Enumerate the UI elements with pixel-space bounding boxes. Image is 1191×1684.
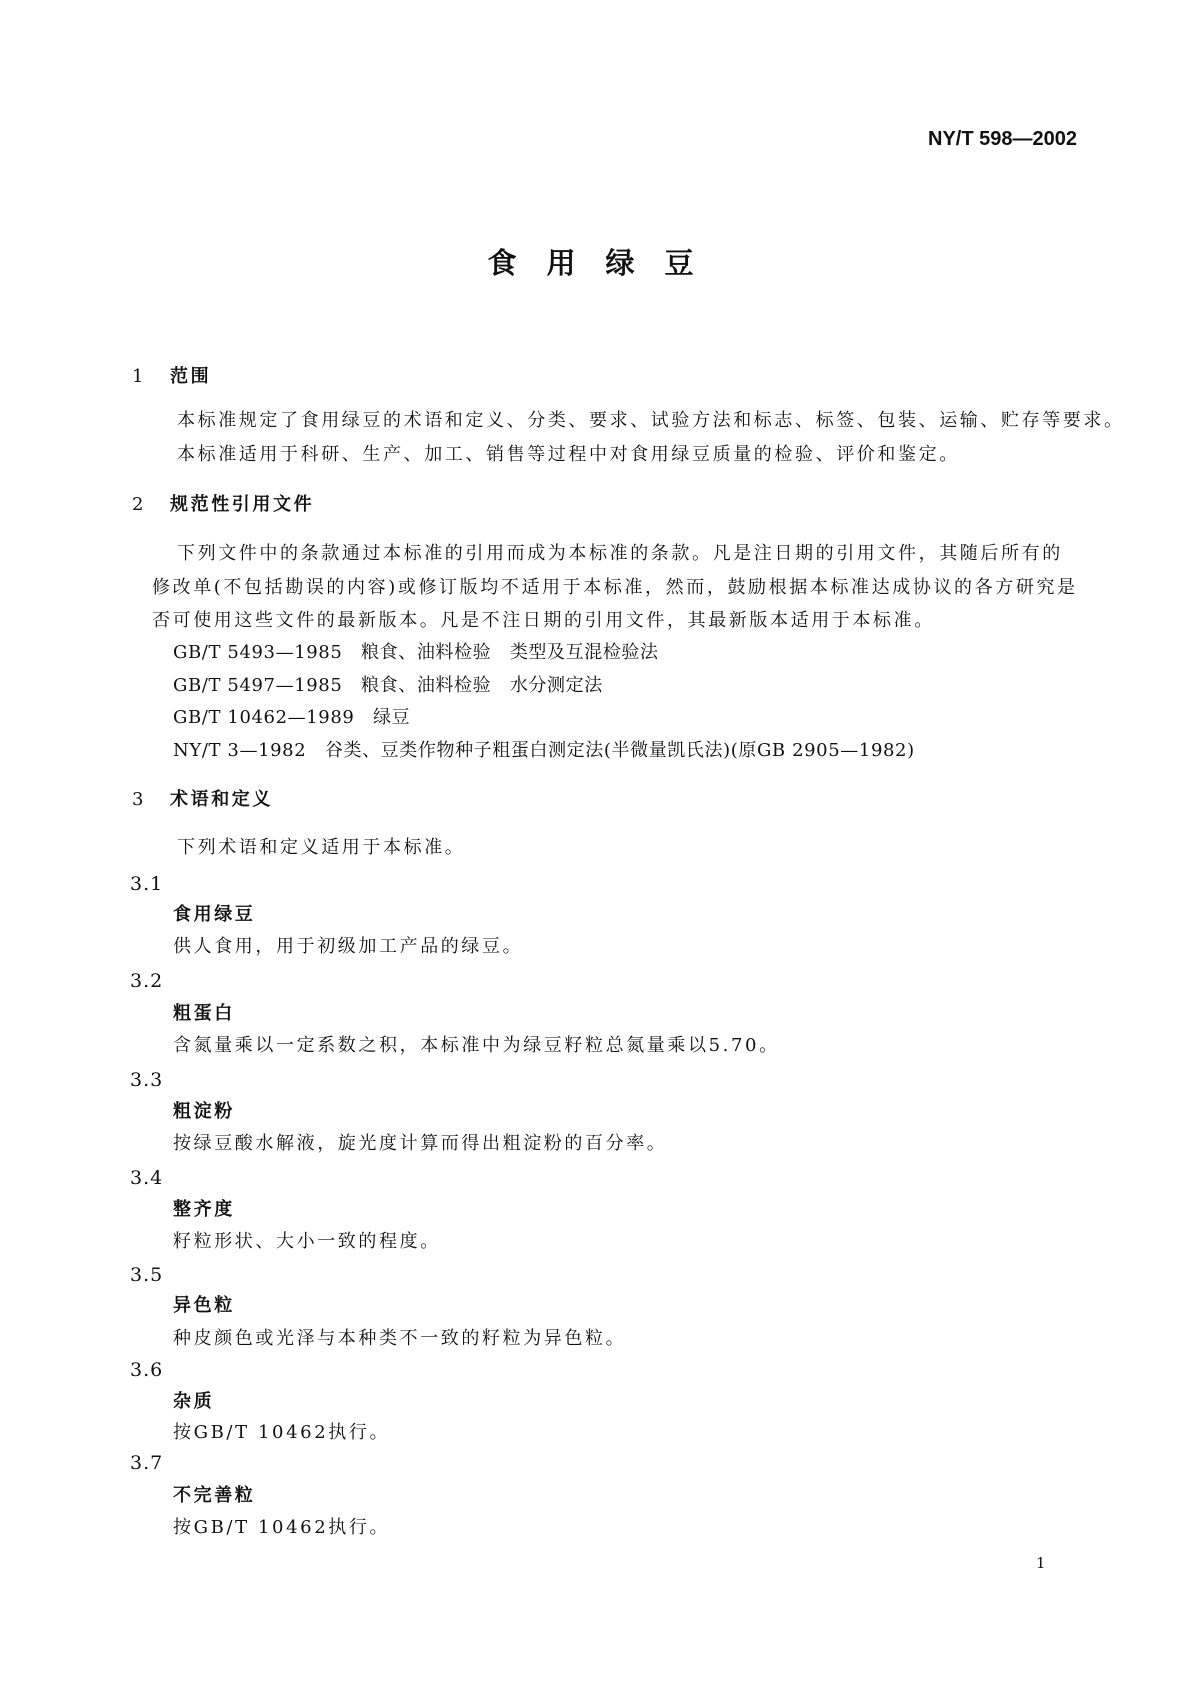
- term: 粗淀粉: [173, 1101, 235, 1122]
- section-2-title: 规范性引用文件: [170, 494, 315, 515]
- term: 粗蛋白: [173, 1003, 235, 1024]
- section-3-title: 术语和定义: [170, 789, 273, 810]
- standard-code: NY/T 598—2002: [928, 128, 1077, 150]
- reference-item: GB/T 5493—1985 粮食、油料检验 类型及互混检验法: [173, 642, 659, 663]
- clause-number: 3.4: [130, 1167, 164, 1189]
- definition: 按GB/T 10462执行。: [173, 1422, 391, 1443]
- term: 食用绿豆: [173, 904, 256, 925]
- clause-number: 3.6: [130, 1359, 164, 1381]
- section-3-number: 3: [132, 789, 147, 810]
- paragraph-line: 否可使用这些文件的最新版本。凡是不注日期的引用文件，其最新版本适用于本标准。: [152, 610, 935, 631]
- term: 不完善粒: [173, 1485, 256, 1506]
- paragraph-line: 修改单(不包括勘误的内容)或修订版均不适用于本标准，然而，鼓励根据本标准达成协议的各方研究是: [152, 577, 1078, 598]
- section-1-number: 1: [132, 366, 147, 387]
- section-1-title: 范围: [170, 366, 212, 387]
- paragraph-line: 下列文件中的条款通过本标准的引用而成为本标准的条款。凡是注日期的引用文件，其随后所有的: [177, 543, 1063, 564]
- reference-item: GB/T 10462—1989 绿豆: [173, 707, 411, 728]
- reference-item: GB/T 5497—1985 粮食、油料检验 水分测定法: [173, 675, 603, 696]
- term: 异色粒: [173, 1295, 235, 1316]
- term: 整齐度: [173, 1199, 235, 1220]
- document-title: 食用绿豆: [487, 246, 724, 280]
- clause-number: 3.3: [130, 1069, 164, 1091]
- definition: 供人食用，用于初级加工产品的绿豆。: [173, 936, 524, 957]
- paragraph: 本标准适用于科研、生产、加工、销售等过程中对食用绿豆质量的检验、评价和鉴定。: [177, 444, 960, 465]
- clause-number: 3.5: [130, 1264, 164, 1286]
- definition: 含氮量乘以一定系数之积，本标准中为绿豆籽粒总氮量乘以5.70。: [173, 1035, 780, 1056]
- paragraph: 下列术语和定义适用于本标准。: [177, 837, 466, 858]
- clause-number: 3.7: [130, 1452, 164, 1474]
- clause-number: 3.2: [130, 970, 164, 992]
- definition: 按绿豆酸水解液，旋光度计算而得出粗淀粉的百分率。: [173, 1133, 668, 1154]
- clause-number: 3.1: [130, 873, 164, 895]
- definition: 种皮颜色或光泽与本种类不一致的籽粒为异色粒。: [173, 1328, 627, 1349]
- reference-item: NY/T 3—1982 谷类、豆类作物种子粗蛋白测定法(半微量凯氏法)(原GB 2905—1982): [173, 740, 915, 761]
- page-number: 1: [1036, 1554, 1049, 1572]
- definition: 按GB/T 10462执行。: [173, 1517, 391, 1538]
- paragraph: 本标准规定了食用绿豆的术语和定义、分类、要求、试验方法和标志、标签、包装、运输、贮存等要求。: [177, 410, 1125, 431]
- term: 杂质: [173, 1391, 215, 1412]
- definition: 籽粒形状、大小一致的程度。: [173, 1231, 441, 1252]
- section-2-number: 2: [132, 494, 147, 515]
